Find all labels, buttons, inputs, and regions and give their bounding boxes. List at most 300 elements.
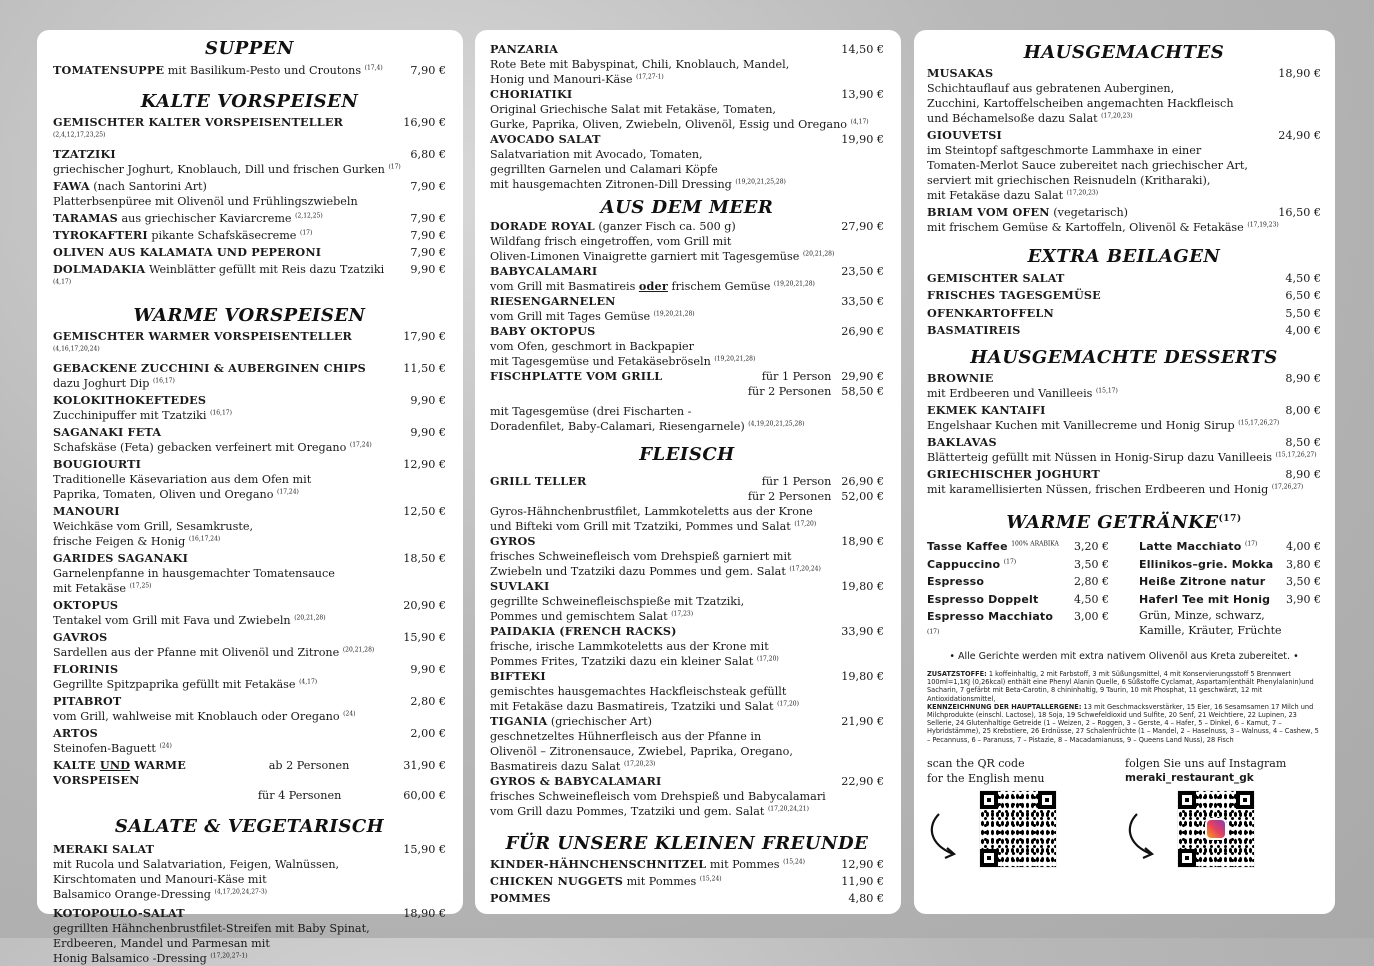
menu-item-row [490,534,884,549]
item-name: SUVLAKI [490,579,550,593]
item-head [927,467,1100,482]
item-price: 7,90 € [410,212,446,225]
allergen-codes: (15,24) [699,875,722,883]
english-menu-qr-code[interactable] [979,790,1057,868]
item-inline-description: (ganzer Fisch ca. 500 g) [594,220,736,233]
item-description [490,354,884,369]
allergen-codes: (17,20,23) [1066,189,1099,197]
item-description [490,729,884,744]
menu-item [53,504,446,549]
menu-item [927,403,1321,433]
item-description [53,936,446,951]
item-description [490,117,884,132]
menu-item [53,115,446,145]
item-description [53,162,446,177]
menu-item [53,393,446,423]
item-name: DOLMADAKIA [53,262,146,276]
item-head [53,245,321,260]
item-description [53,534,446,549]
item-price: 15,90 € [403,631,446,644]
description-text: gegrillten Garnelen und Calamari Köpfe [490,163,718,176]
allergen-codes: (4,16,17,20,24) [53,345,100,353]
description-text: frisches Schweinefleisch vom Drehspieß garniert mit [490,550,792,563]
additives-text: 1 koffeinhaltig, 2 mit Farbstoff, 3 mit Süßungsmittel, 4 mit Konservierungsstoff 5 Brennwert 100ml=1,1KJ (0,26kcal) enthält eine Phenyl Alanin Quelle, 6 Süßstoffe Cyclamat, Aspartam(enthält Phenylalanin)und Sacharin, 7 gefärbt mit Beta-Carotin, 8 chininhaltig, 9 Taurin, 10 mit Phosphat, 11 geschwärzt, 12 mit Antioxidationsmittel, [927,670,1314,703]
menu-item-row [53,662,446,677]
menu-item [53,662,446,692]
qr-caption: meraki_restaurant_gk [1125,771,1254,784]
allergen-codes: (17,19,23) [1247,221,1279,229]
item-head [490,294,616,309]
allergen-codes: (24) [159,742,172,750]
menu-item [927,66,1321,126]
description-text: vom Grill mit Tages Gemüse [490,310,651,323]
drink-item [1139,538,1321,556]
item-description [490,102,884,117]
item-price: 8,90 € [1285,372,1321,385]
menu-item-row [53,788,446,803]
item-price: 21,90 € [841,715,884,728]
item-head [490,87,572,102]
item-description [490,684,884,699]
item-head [927,371,993,386]
drink-item [927,608,1109,643]
menu-item-row [490,891,884,906]
qr-finder [980,849,998,867]
drink-item [927,591,1109,609]
menu-item-row [53,425,446,440]
description-text: Basmatireis dazu Salat [490,760,621,773]
item-head [490,324,595,339]
menu-item [927,467,1321,497]
menu-item-row [490,132,884,147]
menu-item [53,457,446,502]
item-name: EKMEK KANTAIFI [927,403,1046,417]
drink-item [927,556,1109,574]
menu-item [490,774,884,819]
allergen-codes: (16,17,24) [188,535,221,543]
item-description [927,220,1321,235]
item-name: MERAKI SALAT [53,842,155,856]
menu-item-row [490,87,884,102]
menu-item [53,630,446,660]
menu-item [490,714,884,774]
item-head [490,42,558,57]
item-name: KALTE [53,758,100,772]
drink-head [927,608,1068,643]
item-name: BOUGIOURTI [53,457,142,471]
menu-item [490,42,884,87]
menu-item-row [53,393,446,408]
qr-area [927,790,1123,868]
item-head [490,774,661,789]
item-head [490,891,551,906]
item-description [490,594,884,609]
item-price: 15,90 € [403,843,446,856]
menu-item [53,228,446,243]
item-description [53,709,446,724]
menu-item-row [53,262,446,292]
item-description [490,249,884,264]
description-text: vom Grill mit Basmatireis [490,280,639,293]
item-name: KOTOPOULO-SALAT [53,906,185,920]
menu-item-row [53,457,446,472]
drink-head [1139,538,1257,556]
menu-item-row [490,324,884,339]
item-description [490,609,884,624]
qr-finder [1236,791,1254,809]
allergen-codes: (17) [1218,514,1242,524]
menu-item [53,63,446,78]
portion-option: für 2 Personen [747,385,832,398]
allergen-codes: (17,4) [364,64,383,72]
drink-head [927,573,984,591]
description-text: mit hausgemachten Zitronen-Dill Dressing [490,178,732,191]
drink-price: 2,80 € [1074,575,1109,588]
item-head [927,435,997,450]
allergen-codes: (19,20,21,25,28) [735,178,786,186]
item-description [53,613,446,628]
drink-item [1139,556,1321,574]
allergen-codes: (15,24) [783,858,805,866]
section-title: FLEISCH [639,444,735,465]
item-name: BIFTEKI [490,669,546,683]
description-text: griechischer Joghurt, Knoblauch, Dill und frischen Gurken [53,163,385,176]
description-text: Kirschtomaten und Manouri-Käse mit [53,873,267,886]
instagram-qr-code[interactable] [1177,790,1255,868]
description-text: Engelshaar Kuchen mit Vanillecreme und Honig Sirup [927,419,1235,432]
item-name: BABY OKTOPUS [490,324,596,338]
item-price: 12,50 € [403,505,446,518]
description-text: Zucchinipuffer mit Tzatziki [53,409,207,422]
description-emphasis: oder [638,279,668,293]
allergen-codes: (17,20,24) [789,565,821,573]
item-head [927,128,1002,143]
item-description [490,57,884,72]
item-price: 19,80 € [841,670,884,683]
description-text: Tomaten-Merlot Sauce zubereitet nach griechischer Art, [927,159,1248,172]
menu-item-row [927,435,1321,450]
item-name: RIESENGARNELEN [490,294,616,308]
menu-item-row [53,758,446,788]
drinks-grid [927,538,1321,643]
item-description [490,804,884,819]
item-description [927,81,1321,96]
item-name: OFENKARTOFFELN [927,305,1054,320]
menu-item [490,264,884,294]
menu-item-row [490,369,884,384]
item-name: GAVROS [53,630,108,644]
allergen-codes: (20,21,28) [802,250,835,258]
allergen-codes: (17,27-1) [636,73,664,81]
item-price: 29,90 € [841,370,884,383]
item-description [53,519,446,534]
item-name: POMMES [490,891,551,905]
item-description [490,404,884,419]
drink-item [927,573,1109,591]
olive-oil-note: • Alle Gerichte werden mit extra nativem Olivenöl aus Kreta zubereitet. • [949,651,1299,662]
qr-section [927,756,1321,868]
additives-notes [927,670,1321,744]
menu-item-row [927,467,1321,482]
menu-item [490,87,884,132]
item-name: SAGANAKI FETA [53,425,162,439]
description-text: vom Grill dazu Pommes, Tzatziki und gem. Salat [490,805,765,818]
menu-item-row [53,361,446,376]
drink-head [927,591,1038,609]
description-text: mit Fetakäse dazu Basmatireis, Tzatziki und Salat [490,700,774,713]
item-price: 6,80 € [410,148,446,161]
description-text: Salatvariation mit Avocado, Tomaten, [490,148,703,161]
drinks-right [1139,538,1321,643]
description-text: frische Feigen & Honig [53,535,186,548]
item-head [490,132,601,147]
item-price: 18,50 € [403,552,446,565]
item-description [927,111,1321,126]
section-title: SALATE & VEGETARISCH [114,816,385,837]
qr-instagram-block [1125,756,1321,868]
item-name: MANOURI [53,504,120,518]
description-text: mit Tagesgemüse und Fetakäsebröseln [490,355,711,368]
item-price: 2,80 € [410,695,446,708]
item-description [490,654,884,669]
description-text: Zwiebeln und Tzatziki dazu Pommes und gem. Salat [490,565,786,578]
drink-name: Espresso Macchiato [927,610,1054,623]
menu-item-row [53,245,446,260]
drink-name: Tasse Kaffee [927,540,1008,553]
description-text: Gegrillte Spitzpaprika gefüllt mit Fetakäse [53,678,296,691]
menu-item [53,211,446,226]
menu-item-row [490,874,884,889]
menu-item [490,324,884,369]
item-name: OLIVEN AUS KALAMATA UND PEPERONI [53,245,322,259]
item-price: 18,90 € [1278,67,1321,80]
item-description [53,472,446,487]
item-head [53,598,118,613]
item-name: GRILL TELLER [490,474,587,488]
item-price: 7,90 € [410,246,446,259]
item-head [490,857,805,872]
menu-item [927,323,1321,338]
item-description [53,440,446,455]
item-price: 33,90 € [841,625,884,638]
allergen-codes: (2,4,12,17,23,25) [53,131,106,139]
allergen-codes: (16,17) [210,409,232,417]
drink-note: (17) [927,627,940,635]
menu-item-row [490,474,884,489]
drink-note: (17) [1003,557,1017,565]
item-head [53,393,206,408]
menu-item-row [490,42,884,57]
item-name: BASMATIREIS [927,323,1021,337]
allergen-codes: (17,20,23) [623,760,656,768]
item-price: 4,50 € [1285,271,1321,285]
item-price: 9,90 € [410,394,446,407]
item-price: 4,80 € [848,892,884,905]
allergen-codes: (17,26,27) [1271,483,1304,491]
item-name: OKTOPUS [53,598,119,612]
section-title [927,512,1321,534]
description-text: mit karamellisierten Nüssen, frischen Erdbeeren und Honig [927,483,1269,496]
menu-item [490,579,884,624]
menu-item [490,624,884,669]
menu-item-row [927,403,1321,418]
drink-item [927,538,1109,556]
item-price: 33,50 € [841,295,884,308]
menu-item-row [490,264,884,279]
menu-item [53,598,446,628]
item-price: 26,90 € [841,475,884,488]
item-price: 6,50 € [1285,289,1321,302]
menu-item-row [53,551,446,566]
item-description [927,482,1321,497]
description-text: frischem Gemüse [667,280,771,293]
menu-item [53,906,446,966]
item-price: 16,90 € [403,116,446,129]
item-price: 4,00 € [1285,324,1321,337]
description-text: mit Tagesgemüse (drei Fischarten - [490,405,692,418]
item-description [53,487,446,502]
allergen-codes: (17,20,27-1) [210,952,248,960]
menu-item-row [927,371,1321,386]
item-name: GYROS [490,534,536,548]
item-head [927,271,1065,286]
item-head [53,551,188,566]
item-head [53,906,185,921]
menu-item [490,132,884,192]
drink-name: Cappuccino [927,557,1001,571]
menu-item [490,891,884,906]
item-description [490,519,884,534]
allergen-codes: (17) [300,229,313,237]
allergens-label: KENNZEICHNUNG DER HAUPTALLERGENE: [927,702,1082,711]
item-head [53,147,116,162]
menu-item-row [490,219,884,234]
menu-item [53,551,446,596]
description-text: Gyros-Hähnchenbrustfilet, Lammkoteletts aus der Krone [490,505,813,518]
item-head [490,579,549,594]
description-text: frische, irische Lammkoteletts aus der Krone mit [490,640,769,653]
menu-item [490,534,884,579]
drink-price: 3,20 € [1074,540,1109,553]
item-description [927,173,1321,188]
item-price: 60,00 € [403,789,446,802]
item-description [53,887,446,902]
allergen-codes: (17,24) [277,488,299,496]
item-description [490,759,884,774]
menu-item-row [927,205,1321,220]
qr-finder [1038,791,1056,809]
section-title: WARME VORSPEISEN [133,305,366,326]
description-text: Steinofen-Baguett [53,742,156,755]
item-head [53,63,383,78]
menu-item-row [490,714,884,729]
menu-item-row [53,598,446,613]
item-name: KOLOKITHOKEFTEDES [53,393,207,407]
item-inline-description: mit Pommes [706,858,780,871]
item-head [490,264,597,279]
item-head [53,115,397,145]
item-description [490,419,884,434]
description-text: mit Fetakäse dazu Salat [927,189,1064,202]
description-text: mit Erdbeeren und Vanilleeis [927,387,1093,400]
menu-item [53,425,446,455]
drink-price: 3,50 € [1074,557,1109,571]
menu-item [927,271,1321,286]
item-head [927,403,1046,418]
item-name: WARME VORSPEISEN [53,758,186,787]
section-title: FÜR UNSERE KLEINEN FREUNDE [505,833,869,854]
menu-item [53,842,446,902]
curved-arrow-icon [1125,808,1159,868]
additives-label: ZUSATZSTOFFE: [927,670,987,678]
item-price: 19,90 € [841,133,884,146]
allergen-codes: (19,20,21,28) [653,310,695,318]
description-text: gegrillte Schweinefleischspieße mit Tzatziki, [490,595,745,608]
item-price: 16,50 € [1278,206,1321,219]
allergen-codes: (4,17) [299,678,318,686]
menu-panel-right [914,30,1335,914]
menu-item [53,329,446,359]
item-price: 18,90 € [841,535,884,548]
description-text: serviert mit griechischen Reisnudeln (Kritharaki), [927,174,1211,187]
description-text: Schafskäse (Feta) gebacken verfeinert mit Oregano [53,441,347,454]
description-text: Honig Balsamico -Dressing [53,952,207,965]
portion-option: für 4 Personen [257,789,342,802]
allergen-codes: (20,21,28) [342,646,375,654]
menu-item-row [490,624,884,639]
item-price: 8,00 € [1285,404,1321,417]
description-text: Platterbsenpüree mit Olivenöl und Frühlingszwiebeln [53,195,358,208]
description-text: Gurke, Paprika, Oliven, Zwiebeln, Olivenöl, Essig und Oregano [490,118,848,131]
qr-caption: scan the QR code [927,756,1025,770]
menu-item-row [490,774,884,789]
qr-area [1125,790,1321,868]
item-name: GIOUVETSI [927,128,1002,142]
allergen-codes: (4,17) [53,278,72,286]
menu-item-row [490,857,884,872]
item-head [53,329,397,359]
item-head [490,219,736,234]
item-name: TOMATENSUPPE [53,63,165,77]
item-price: 7,90 € [410,64,446,77]
menu-item-row [927,128,1321,143]
portion-option: für 2 Personen [747,490,832,503]
item-price: 7,90 € [410,229,446,242]
menu-item [490,294,884,324]
allergen-codes: (15,17,26,27) [1275,451,1317,459]
item-price: 22,90 € [841,775,884,788]
item-description [927,418,1321,433]
portion-option: für 1 Person [761,370,832,383]
allergen-codes: (17,20,24,21) [767,805,809,813]
drink-price: 3,50 € [1286,575,1321,588]
item-price: 13,90 € [841,88,884,101]
item-inline-description: (nach Santorini Art) [89,180,207,193]
item-description [490,744,884,759]
item-description [490,549,884,564]
item-description [490,309,884,324]
section-title: HAUSGEMACHTE DESSERTS [970,347,1278,368]
item-price: 2,00 € [410,727,446,740]
qr-caption: for the English menu [927,771,1045,785]
item-name-emphasis: UND [99,758,131,772]
drink-price: 4,00 € [1286,540,1321,553]
item-price: 58,50 € [841,385,884,398]
menu-item [927,288,1321,303]
item-head [53,662,118,677]
drinks-left [927,538,1109,643]
menu-item [490,857,884,872]
